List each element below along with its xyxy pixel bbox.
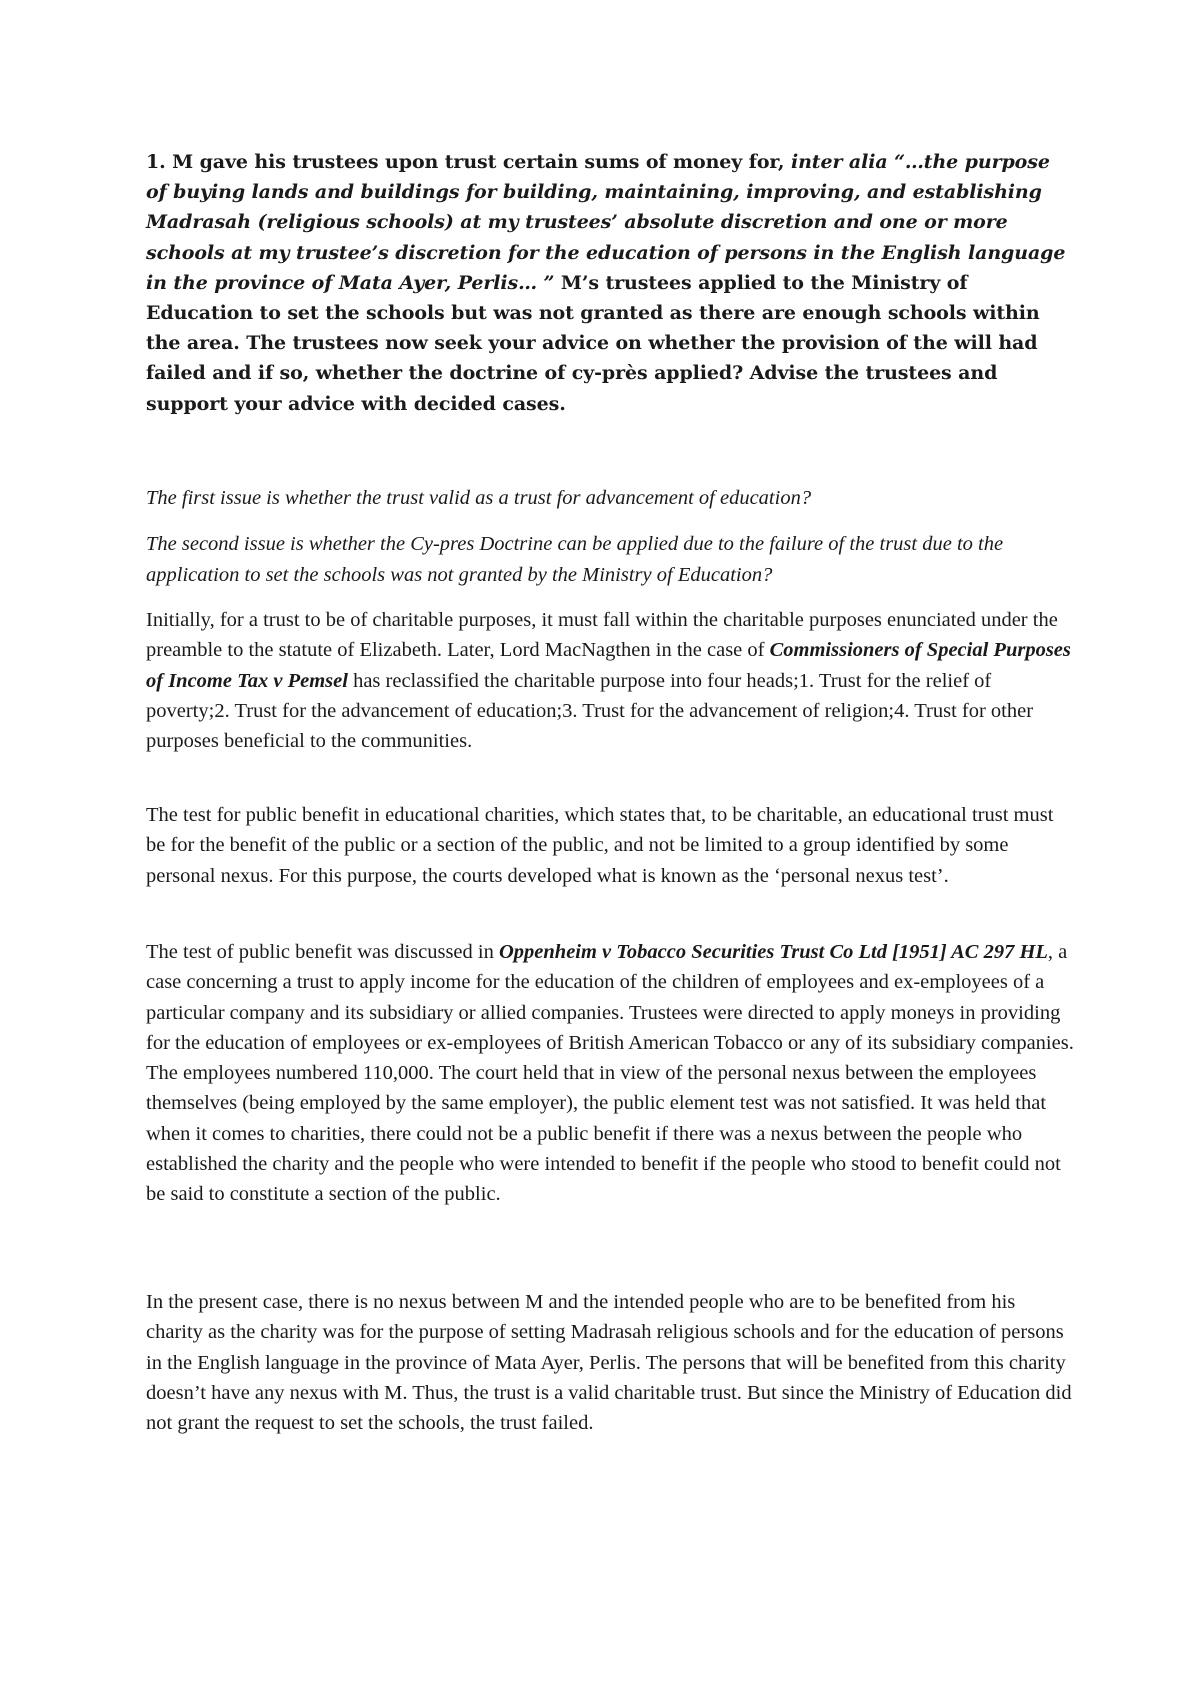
question-lead: 1. M gave his trustees upon trust certain sums of money for, [146, 151, 791, 173]
paragraph-oppenheim [146, 937, 1076, 1210]
question-quote: inter alia “…the purpose of buying lands and buildings for building, maintaining, improving, and establishing Madrasah (religious schools) at my trustees’ absolute discretion and one or more schools at my trustee’s discretion for the education of persons in the English language in the province of Mata Ayer, Perlis… ” [146, 151, 1066, 294]
case-name-oppenheim: Oppenheim v Tobacco Securities Trust Co Ltd [1951] AC 297 HL [498, 941, 1048, 963]
paragraph-text: has reclassified the charitable purpose into four heads;1. Trust for the relief of poverty;2. Trust for the advancement of education;3. Trust for the advancement of religion;4. Trust for other purposes beneficial to the communities. [146, 669, 1034, 753]
first-issue: The first issue is whether the trust valid as a trust for advancement of education? [146, 487, 812, 509]
paragraph-text: The test of public benefit was discussed in [146, 941, 499, 963]
second-issue: The second issue is whether the Cy-pres Doctrine can be applied due to the failure of the trust due to the application to set the schools was not granted by the Ministry of Education? [146, 533, 1004, 586]
paragraph-text: Initially, for a trust to be of charitable purposes, it must fall within the charitable purposes enunciated under the preamble to the statute of Elizabeth. Later, Lord MacNagthen in the case of [146, 609, 1058, 662]
case-name-pemsel: Commissioners of Special Purposes of Income Tax v Pemsel [146, 639, 1071, 692]
paragraph-charitable-purposes [146, 605, 1076, 756]
paragraph-application: In the present case, there is no nexus between M and the intended people who are to be benefited from his charity as the charity was for the purpose of setting Madrasah religious schools and for the education of persons in the English language in the province of Mata Ayer, Perlis. The persons that will be benefited from this charity doesn’t have any nexus with M. Thus, the trust is a valid charitable trust. But since the Ministry of Education did not grant the request to set the schools, the trust failed. [146, 1291, 1072, 1435]
question-tail: M’s trustees applied to the Ministry of Education to set the schools but was not granted as there are enough schools within the area. The trustees now seek your advice on whether the provision of the will had failed and if so, whether the doctrine of cy-près applied? Advise the trustees and support your advice with decided cases. [146, 271, 1040, 415]
paragraph-public-benefit-test: The test for public benefit in educational charities, which states that, to be charitable, an educational trust must be for the benefit of the public or a section of the public, and not be limited to a group identified by some personal nexus. For this purpose, the courts developed what is known as the ‘personal nexus test’. [146, 804, 1054, 887]
paragraph-text: , a case concerning a trust to apply income for the education of the children of employees and ex-employees of a particular company and its subsidiary or allied companies. Trustees were directed to apply moneys in providing for the education of employees or ex-employees of British American Tobacco or any of its subsidiary companies. The employees numbered 110,000. The court held that in view of the personal nexus between the employees themselves (being employed by the same employer), the public element test was not satisfied. It was held that when it comes to charities, there could not be a public benefit if there was a nexus between the people who established the charity and the people who were intended to benefit if the people who stood to benefit could not be said to constitute a section of the public. [146, 941, 1074, 1206]
question-paragraph [146, 147, 1066, 419]
